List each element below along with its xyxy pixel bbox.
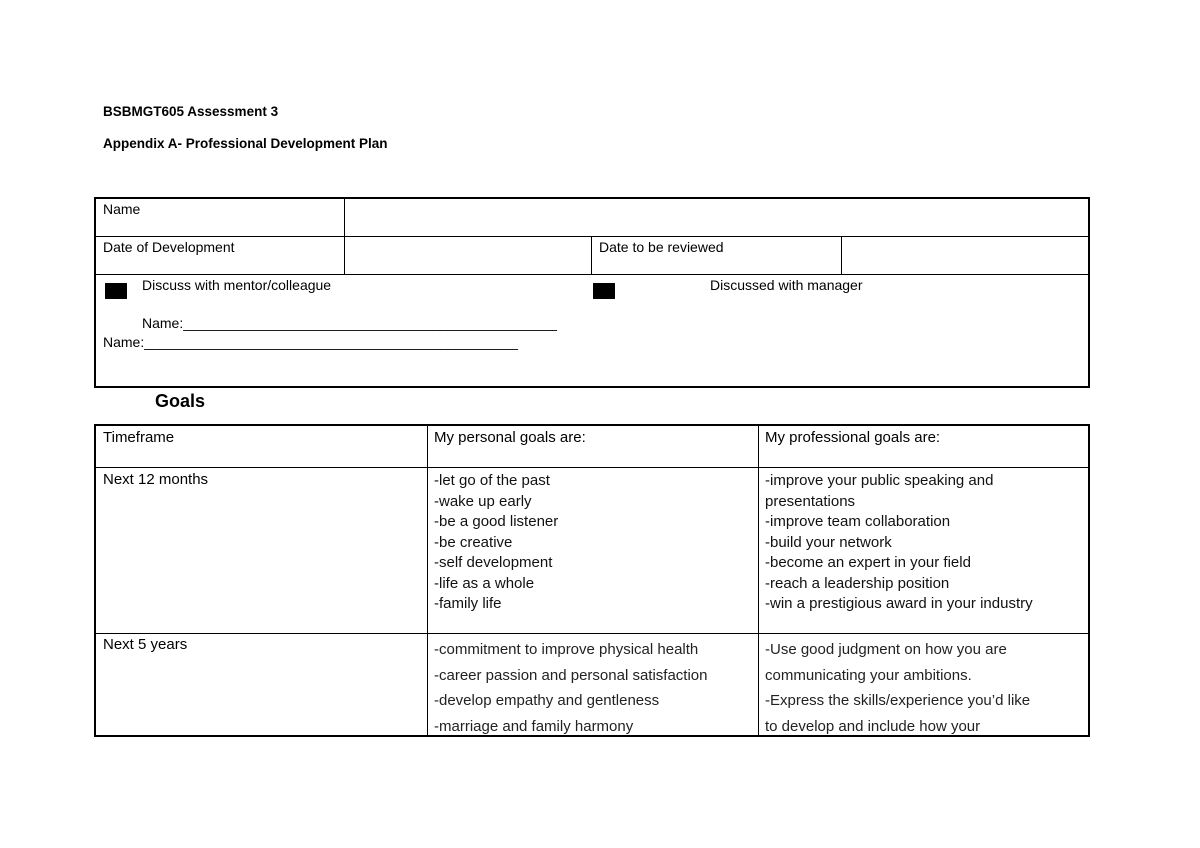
row-timeframe-5-years: Next 5 years (103, 636, 188, 653)
manager-name-line[interactable]: Name:________________________________________________ (103, 334, 518, 350)
info-table (94, 197, 1090, 388)
document-title: BSBMGT605 Assessment 3 (103, 104, 279, 119)
col-header-professional: My professional goals are: (765, 429, 941, 446)
row-divider (96, 236, 1088, 237)
professional-goals-12-months (765, 471, 1033, 615)
list-item: presentations (765, 492, 856, 510)
list-item: -be creative (434, 533, 513, 551)
col-divider (591, 237, 592, 274)
mentor-name-line[interactable]: Name:________________________________________________ (142, 315, 557, 331)
list-item: -let go of the past (434, 472, 550, 489)
list-item: -career passion and personal satisfaction (434, 666, 708, 684)
list-item: -improve your public speaking and (765, 472, 994, 489)
personal-goals-5-years (434, 637, 708, 740)
document-subtitle: Appendix A- Professional Development Plan (103, 136, 388, 151)
list-item: -Express the skills/experience you’d like (765, 692, 1031, 710)
col-header-personal: My personal goals are: (434, 429, 586, 446)
col-divider (841, 237, 842, 274)
personal-goals-12-months (434, 471, 558, 615)
list-item: -family life (434, 595, 502, 612)
list-item: -reach a leadership position (765, 574, 950, 592)
list-item: -improve team collaboration (765, 513, 951, 530)
date-of-development-label: Date of Development (103, 239, 235, 255)
mentor-checkbox[interactable] (105, 283, 127, 299)
list-item: to develop and include how your (765, 718, 981, 736)
list-item: -commitment to improve physical health (434, 641, 699, 658)
list-item: -be a good listener (434, 513, 559, 530)
col-divider (344, 199, 345, 274)
list-item: -become an expert in your field (765, 554, 971, 571)
goals-table (94, 424, 1090, 737)
list-item: -wake up early (434, 492, 532, 510)
name-label: Name (103, 201, 141, 217)
list-item: -self development (434, 554, 553, 571)
list-item: -build your network (765, 533, 892, 551)
row-divider (96, 274, 1088, 275)
list-item: -win a prestigious award in your industry (765, 595, 1033, 612)
col-header-timeframe: Timeframe (103, 429, 175, 446)
col-divider (758, 426, 759, 735)
row-timeframe-12-months: Next 12 months (103, 471, 209, 488)
header-row-divider (96, 467, 1088, 468)
list-item: -life as a whole (434, 574, 535, 592)
professional-goals-5-years (765, 637, 1030, 740)
date-to-be-reviewed-label: Date to be reviewed (599, 239, 724, 255)
list-item: -Use good judgment on how you are (765, 641, 1007, 658)
manager-label: Discussed with manager (710, 277, 863, 293)
goals-heading: Goals (155, 391, 206, 411)
list-item: -marriage and family harmony (434, 718, 634, 736)
col-divider (427, 426, 428, 735)
row-divider (96, 633, 1088, 634)
mentor-label: Discuss with mentor/colleague (142, 277, 332, 293)
list-item: -develop empathy and gentleness (434, 692, 660, 710)
list-item: communicating your ambitions. (765, 666, 972, 684)
manager-checkbox[interactable] (593, 283, 615, 299)
